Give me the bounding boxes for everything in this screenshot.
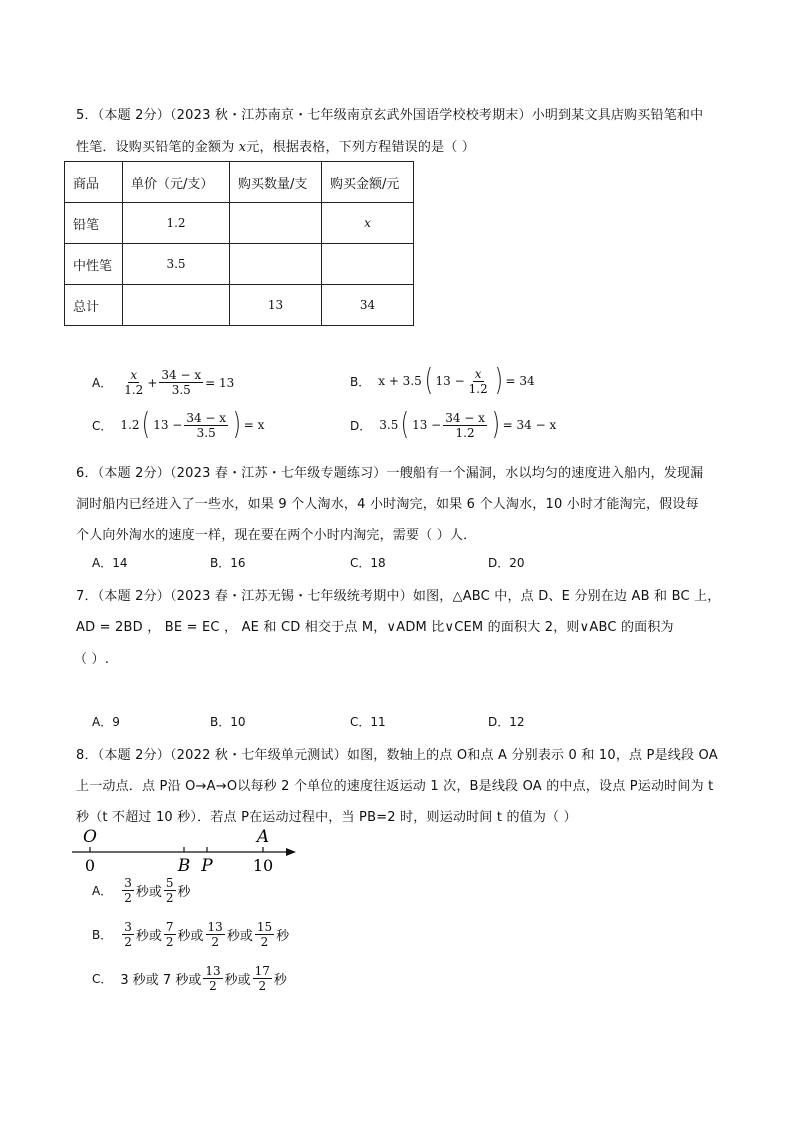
q5-line2-post: 元，根据表格，下列方程错误的是（ ）	[246, 140, 476, 155]
right-paren: )	[494, 363, 503, 398]
arrow-head-icon	[286, 848, 296, 856]
numerator: 3	[124, 876, 132, 890]
table-row	[65, 203, 414, 244]
equation-inner: 13 −	[412, 418, 442, 432]
option-label: B．	[92, 928, 113, 942]
fraction	[164, 876, 176, 905]
option-text: 秒	[177, 885, 191, 900]
fraction	[253, 964, 272, 993]
numerator: 3	[124, 920, 132, 934]
table-cell	[230, 244, 322, 285]
left-paren: (	[401, 407, 410, 442]
label-o: O	[83, 827, 97, 847]
equation-rhs: = 13	[205, 375, 235, 390]
denominator: 2	[258, 979, 267, 993]
denominator: 2	[260, 935, 269, 949]
denominator: 2	[211, 935, 219, 949]
denominator: 2	[209, 979, 217, 993]
fraction	[255, 920, 274, 949]
option-text: 秒或	[226, 929, 253, 944]
q8-option-b[interactable]	[92, 920, 289, 949]
right-paren: )	[232, 407, 242, 442]
q5-line2-var: x	[238, 140, 247, 155]
option-label: A．	[92, 376, 113, 390]
equation-rhs: = 34	[505, 374, 535, 388]
option-label: C．	[92, 972, 113, 986]
table-header-cell: 购买金额/元	[322, 162, 414, 203]
fraction	[467, 367, 490, 396]
denominator: 2	[124, 935, 132, 949]
numerator: x	[474, 366, 482, 381]
table-header-cell: 购买数量/支	[230, 162, 322, 203]
numerator: 17	[254, 964, 270, 978]
q7-option-a[interactable]: A．9	[92, 715, 120, 729]
table-cell: 1.2	[123, 203, 230, 244]
table-cell	[230, 203, 322, 244]
q6-option-a[interactable]: A．14	[92, 556, 128, 570]
q5-line2-pre: 性笔．设购买铅笔的金额为	[76, 140, 239, 155]
numerator: 34 − x	[186, 410, 227, 425]
fraction	[122, 920, 134, 949]
q7-option-c[interactable]: C．11	[350, 715, 386, 729]
denominator: 2	[124, 891, 132, 905]
q5-option-d[interactable]	[350, 407, 557, 442]
numerator: x	[130, 368, 138, 382]
q5-table	[64, 161, 414, 326]
q7-text-line2: AD = 2BD ， BE = EC ， AE 和 CD 相交于点 M，∨ADM 比∨CEM 的面积大 2，则∨ABC 的面积为	[76, 620, 674, 635]
q6-text-line1: 6．（本题 2分）（2023 春・江苏・七年级专题练习）一艘船有一个漏洞，水以均匀的速度进入船内，发现漏	[76, 466, 704, 481]
option-text: 秒或	[224, 973, 251, 988]
option-label: A．	[92, 884, 113, 898]
denominator: 2	[165, 935, 174, 949]
numerator: 13	[207, 920, 223, 934]
q7-option-d[interactable]: D．12	[488, 715, 525, 729]
table-row	[65, 285, 414, 326]
option-text: 秒或	[135, 885, 162, 900]
option-text: 秒或	[135, 929, 162, 944]
option-label: C．	[92, 418, 113, 433]
table-cell: 总计	[65, 285, 123, 326]
label-zero: 0	[84, 856, 96, 875]
q8-option-c[interactable]	[92, 964, 287, 993]
denominator: 1.2	[468, 381, 488, 396]
q6-option-c[interactable]: C．18	[350, 556, 386, 570]
equation-rhs: = x	[243, 418, 265, 432]
table-cell	[123, 285, 230, 326]
fraction	[203, 964, 222, 993]
table-cell: 13	[230, 285, 322, 326]
option-text: 3 秒或 7 秒或	[120, 973, 202, 988]
numerator: 34 − x	[161, 368, 202, 382]
q8-text-line2: 上一动点．点 P沿 O→A→O以每秒 2 个单位的速度往返运动 1 次，B是线段 OA 的中点，设点 P运动时间为 t	[76, 779, 714, 794]
table-cell: x	[322, 203, 414, 244]
label-a: A	[256, 827, 270, 847]
option-text: 秒	[276, 929, 290, 944]
fraction	[184, 411, 228, 440]
q7-text-line1: 7．（本题 2分）（2023 春・江苏无锡・七年级统考期中）如图，△ABC 中，点 D、E 分别在边 AB 和 BC 上，	[76, 589, 721, 604]
fraction	[206, 920, 225, 949]
table-cell: 34	[322, 285, 414, 326]
equation-inner: 13 −	[153, 418, 183, 432]
number-line-figure	[66, 826, 306, 878]
q5-option-b[interactable]	[350, 363, 535, 398]
fraction	[443, 411, 487, 440]
numerator: 5	[165, 876, 174, 890]
q5-text-line2	[76, 136, 475, 155]
denominator: 1.2	[455, 425, 475, 440]
numerator: 34 − x	[445, 410, 485, 425]
label-p: P	[201, 856, 213, 876]
equation-prefix: x + 3.5	[378, 374, 422, 388]
option-label: B．	[350, 374, 371, 389]
numerator: 7	[165, 920, 174, 934]
q8-option-a[interactable]	[92, 876, 191, 905]
q6-option-b[interactable]: B．16	[210, 556, 246, 570]
denominator: 1.2	[124, 383, 144, 397]
label-ten: 10	[252, 856, 274, 875]
q6-text-line3: 个人向外淘水的速度一样，现在要在两个小时内淘完，需要（ ）人．	[76, 528, 477, 543]
equation-rhs: = 34 − x	[502, 418, 557, 432]
denominator: 2	[165, 891, 174, 905]
table-row	[65, 162, 414, 203]
q8-text-line1: 8．（本题 2分）（2022 秋・七年级单元测试）如图，数轴上的点 O和点 A 分别表示 0 和 10，点 P是线段 OA	[76, 748, 718, 763]
q5-text-line1: 5．（本题 2分）（2023 秋・江苏南京・七年级南京玄武外国语学校校考期末）小明到某文具店购买铅笔和中	[76, 108, 704, 123]
option-text: 秒或	[177, 929, 204, 944]
plus-sign: +	[147, 375, 158, 390]
equation-prefix: 1.2	[120, 418, 140, 432]
q5-option-a[interactable]	[92, 368, 234, 397]
left-paren: (	[424, 363, 433, 398]
denominator: 3.5	[171, 383, 191, 397]
table-header-cell: 商品	[65, 162, 123, 203]
q7-text-line3: （ ）.	[74, 652, 110, 667]
table-row	[65, 244, 414, 285]
table-header-cell: 单价（元/支）	[123, 162, 230, 203]
denominator: 3.5	[196, 425, 216, 440]
left-paren: (	[142, 407, 151, 442]
q8-text-line3: 秒（t 不超过 10 秒）．若点 P在运动过程中，当 PB=2 时，则运动时间 t 的值为（ ）	[76, 810, 577, 825]
fraction	[122, 368, 145, 397]
table-cell	[322, 244, 414, 285]
fraction	[159, 368, 203, 397]
table-cell: 铅笔	[65, 203, 123, 244]
label-b: B	[177, 856, 191, 876]
table-cell: 3.5	[123, 244, 230, 285]
option-text: 秒	[273, 973, 287, 988]
table-cell: 中性笔	[65, 244, 123, 285]
q5-option-c[interactable]	[92, 407, 265, 442]
q6-text-line2: 洞时船内已经进入了一些水，如果 9 个人淘水，4 小时淘完，如果 6 个人淘水，10 小时才能淘完，假设每	[76, 497, 699, 512]
fraction	[164, 920, 176, 949]
numerator: 13	[205, 964, 221, 978]
equation-inner: 13 −	[435, 374, 465, 388]
q6-option-d[interactable]: D．20	[488, 556, 525, 570]
equation-prefix: 3.5	[379, 418, 399, 432]
numerator: 15	[256, 920, 273, 934]
q7-option-b[interactable]: B．10	[210, 715, 246, 729]
fraction	[122, 876, 134, 905]
option-label: D．	[350, 418, 372, 433]
right-paren: )	[491, 407, 500, 442]
